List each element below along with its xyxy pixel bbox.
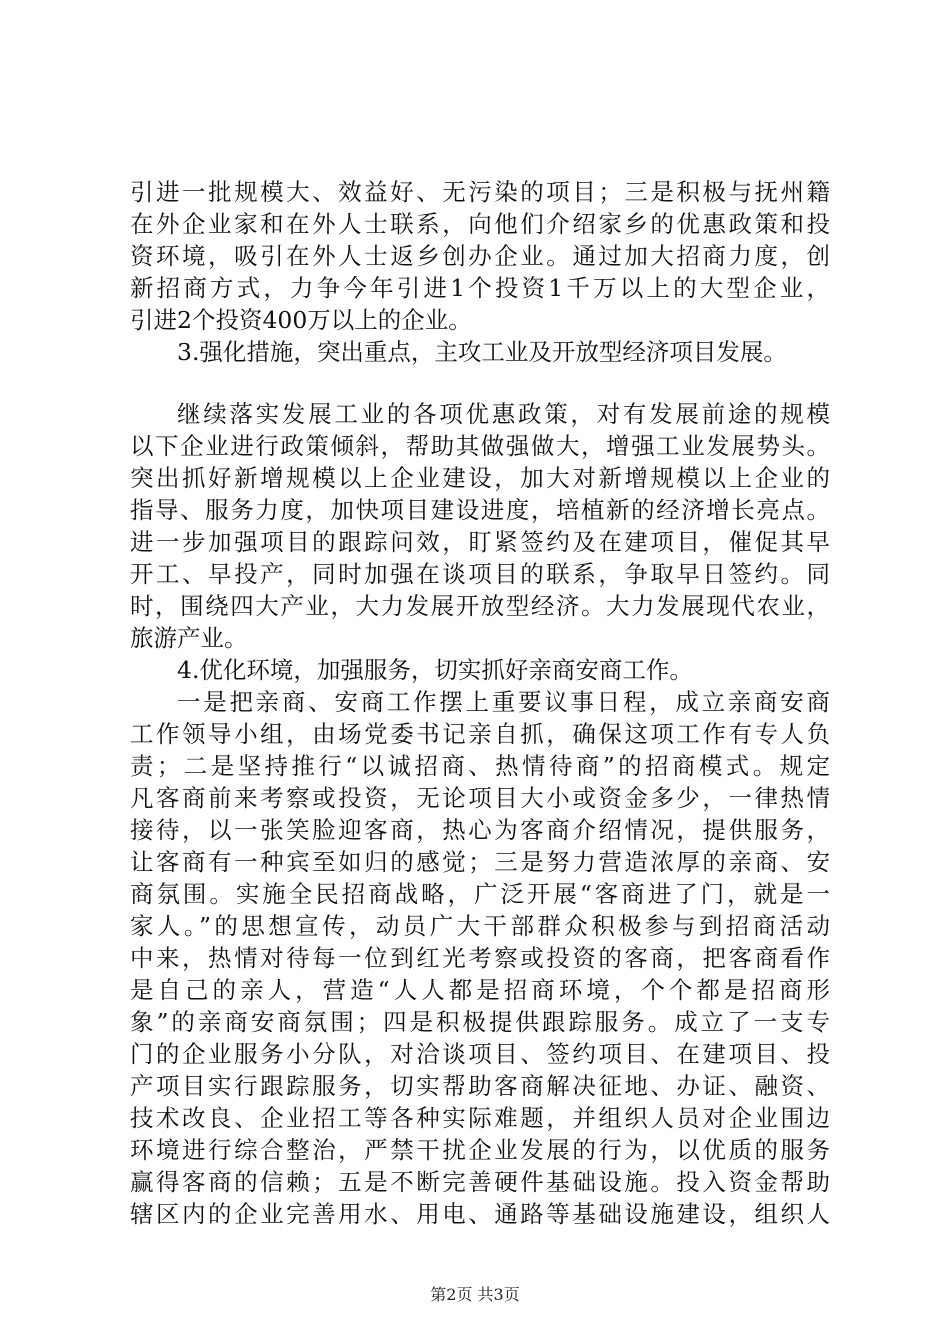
text-line: 进一步加强项目的跟踪问效，盯紧签约及在建项目，催促其早 [130, 528, 830, 556]
text-line: 是自己的亲人，营造“人人都是招商环境，个个都是招商形 [130, 976, 830, 1004]
text-line: 资环境，吸引在外人士返乡创办企业。通过加大招商力度，创 [130, 242, 830, 270]
text-line: 开工、早投产，同时加强在谈项目的联系，争取早日签约。同 [130, 560, 830, 588]
text-line: 以下企业进行政策倾斜，帮助其做强做大，增强工业发展势头。 [130, 432, 830, 460]
text-line: 引进一批规模大、效益好、无污染的项目；三是积极与抚州籍 [130, 178, 830, 206]
text-line: 赢得客商的信赖；五是不断完善硬件基础设施。投入资金帮助 [130, 1168, 830, 1196]
text-line: 产项目实行跟踪服务，切实帮助客商解决征地、办证、融资、 [130, 1072, 830, 1100]
text-line: 旅游产业。 [130, 624, 248, 652]
text-line: 工作领导小组，由场党委书记亲自抓，确保这项工作有专人负 [130, 720, 830, 748]
text-line: 时，围绕四大产业，大力发展开放型经济。大力发展现代农业， [130, 592, 830, 620]
section-heading-3: 3.强化措施，突出重点，主攻工业及开放型经济项目发展。 [177, 338, 787, 366]
text-line: 突出抓好新增规模以上企业建设，加大对新增规模以上企业的 [130, 464, 830, 492]
text-line: 凡客商前来考察或投资，无论项目大小或资金多少，一律热情 [130, 784, 830, 812]
text-line: 引进2个投资400万以上的企业。 [130, 306, 472, 334]
text-line: 接待，以一张笑脸迎客商，热心为客商介绍情况，提供服务， [130, 816, 830, 844]
text-line: 让客商有一种宾至如归的感觉；三是努力营造浓厚的亲商、安 [130, 848, 830, 876]
text-line: 责；二是坚持推行“以诚招商、热情待商”的招商模式。规定 [130, 752, 830, 780]
text-line: 门的企业服务小分队，对洽谈项目、签约项目、在建项目、投 [130, 1040, 830, 1068]
text-line: 环境进行综合整治，严禁干扰企业发展的行为，以优质的服务 [130, 1136, 830, 1164]
page-footer: 第2页 共3页 [430, 1285, 520, 1304]
text-line: 家人。”的思想宣传，动员广大干部群众积极参与到招商活动 [130, 912, 830, 940]
text-line: 新招商方式，力争今年引进1个投资1千万以上的大型企业， [130, 274, 830, 302]
text-line: 中来，热情对待每一位到红光考察或投资的客商，把客商看作 [130, 944, 830, 972]
text-line: 指导、服务力度，加快项目建设进度，培植新的经济增长亮点。 [130, 496, 830, 524]
text-line: 技术改良、企业招工等各种实际难题，并组织人员对企业围边 [130, 1104, 830, 1132]
text-line: 继续落实发展工业的各项优惠政策，对有发展前途的规模 [177, 400, 830, 428]
section-heading-4: 4.优化环境，加强服务，切实抓好亲商安商工作。 [177, 656, 693, 684]
text-line: 辖区内的企业完善用水、用电、通路等基础设施建设，组织人 [130, 1200, 830, 1228]
text-line: 一是把亲商、安商工作摆上重要议事日程，成立亲商安商 [177, 688, 830, 716]
text-line: 象”的亲商安商氛围；四是积极提供跟踪服务。成立了一支专 [130, 1008, 830, 1036]
text-line: 在外企业家和在外人士联系，向他们介绍家乡的优惠政策和投 [130, 210, 830, 238]
text-line: 商氛围。实施全民招商战略，广泛开展“客商进了门，就是一 [130, 880, 830, 908]
